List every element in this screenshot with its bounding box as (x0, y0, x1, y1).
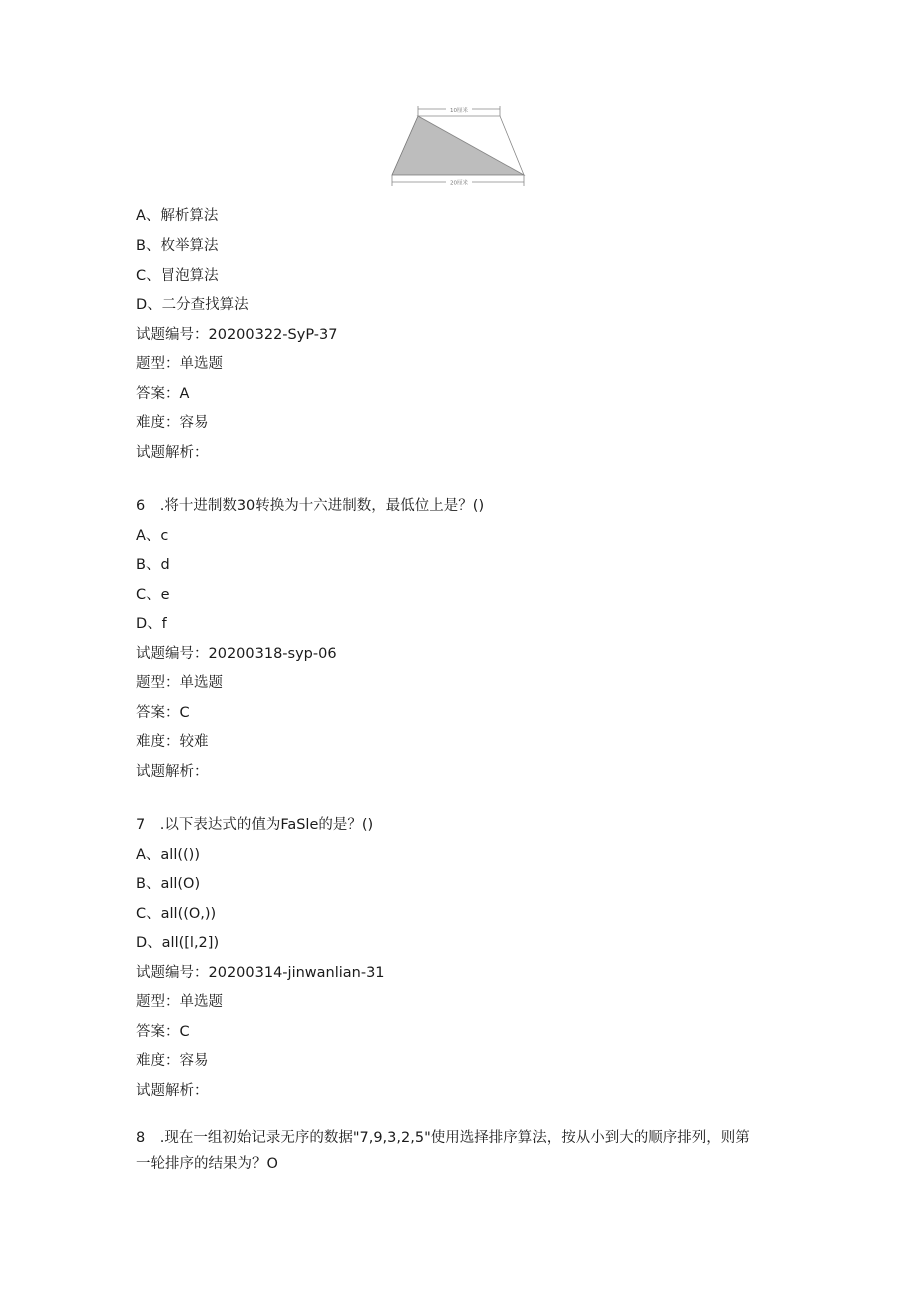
trapezoid-diagram (388, 102, 528, 188)
q5-difficulty: 难度：容易 (136, 415, 209, 431)
q7-option-c: C、all((O,)) (136, 906, 217, 922)
q6-title: 6 .将十进制数30转换为十六进制数，最低位上是？() (136, 498, 485, 514)
top-dimension-label: 10厘米 (450, 108, 468, 114)
q7-analysis: 试题解析： (136, 1083, 209, 1099)
q5-option-a: A、解析算法 (136, 208, 219, 224)
trapezoid-figure (388, 102, 528, 188)
q7-question-type: 题型：单选题 (136, 994, 223, 1010)
q6-option-b: B、d (136, 557, 170, 573)
q5-option-c: C、冒泡算法 (136, 268, 219, 284)
q7-option-d: D、all([l,2]) (136, 935, 220, 951)
q5-question-type: 题型：单选题 (136, 356, 223, 372)
q7-option-b: B、all(O) (136, 876, 201, 892)
q7-title: 7 .以下表达式的值为FaSle的是？() (136, 817, 374, 833)
q6-question-type: 题型：单选题 (136, 675, 223, 691)
q6-option-d: D、f (136, 616, 167, 632)
q6-difficulty: 难度：较难 (136, 734, 209, 750)
q7-answer: 答案：C (136, 1024, 190, 1040)
q6-answer: 答案：C (136, 705, 190, 721)
bottom-dimension-label: 20厘米 (450, 180, 468, 187)
q6-question-id: 试题编号：20200318-syp-06 (136, 646, 337, 662)
q6-analysis: 试题解析： (136, 764, 209, 780)
q8-title-line-1: 8 .现在一组初始记录无序的数据"7,9,3,2,5"使用选择排序算法，按从小到大的顺序排列，则第 (136, 1130, 750, 1146)
q5-question-id: 试题编号：20200322-SyP-37 (136, 327, 338, 343)
q7-difficulty: 难度：容易 (136, 1053, 209, 1069)
q6-option-a: A、c (136, 528, 169, 544)
q7-question-id: 试题编号：20200314-jinwanlian-31 (136, 965, 385, 981)
q5-option-d: D、二分查找算法 (136, 297, 249, 313)
q5-analysis: 试题解析： (136, 445, 209, 461)
q5-option-b: B、枚举算法 (136, 238, 219, 254)
q5-answer: 答案：A (136, 386, 190, 402)
q7-option-a: A、all(()) (136, 847, 200, 863)
q8-title-line-2: 一轮排序的结果为？O (136, 1156, 278, 1172)
q6-option-c: C、e (136, 587, 170, 603)
